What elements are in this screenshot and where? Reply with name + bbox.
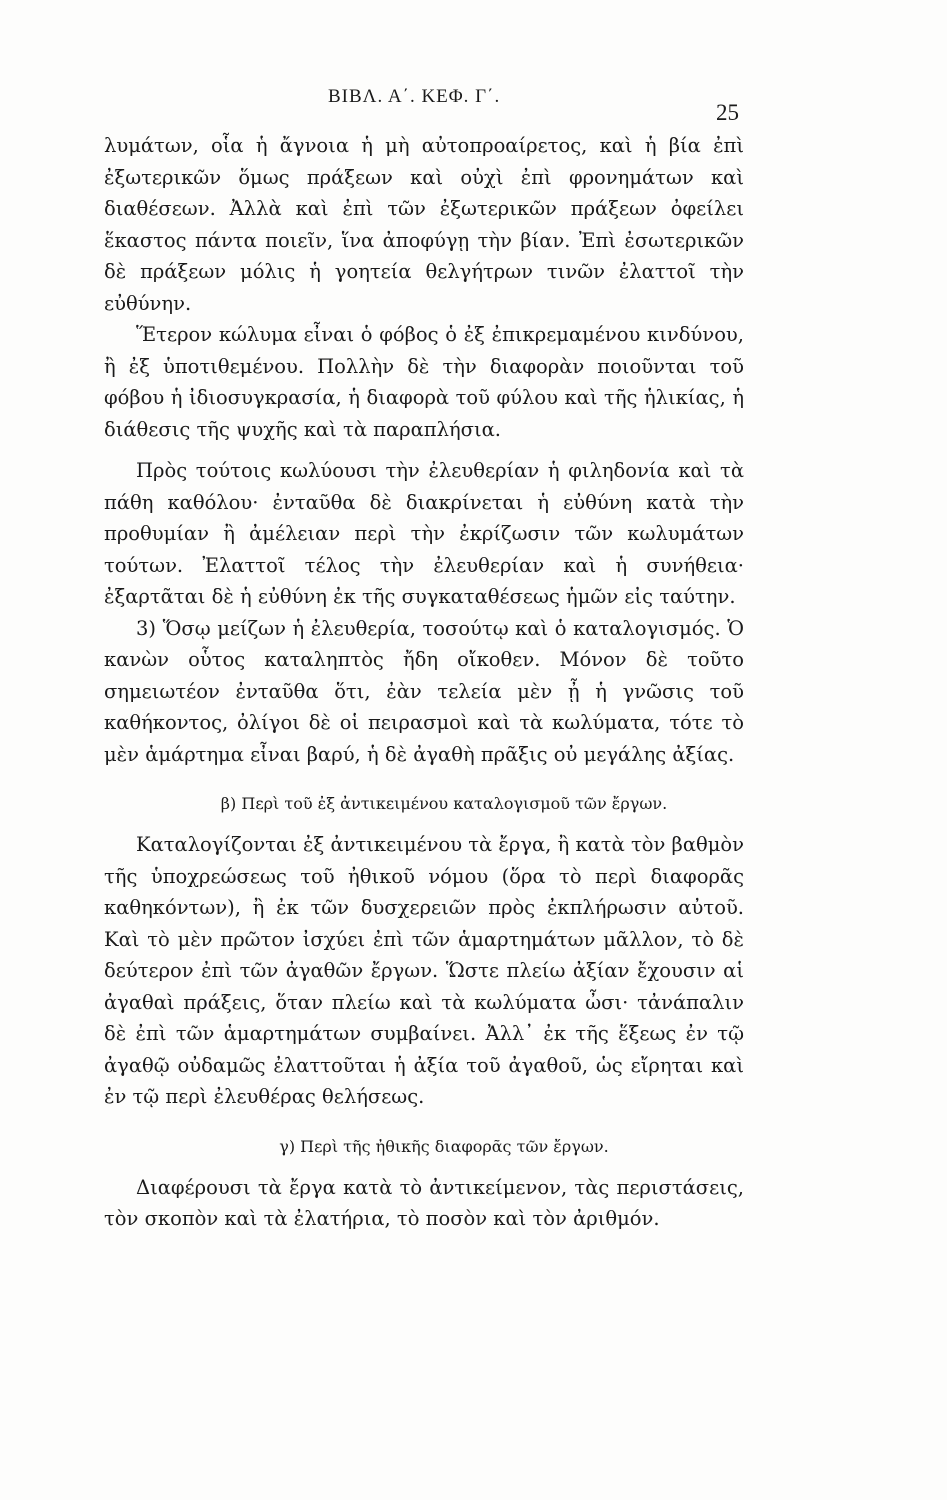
paragraph-4: 3) Ὅσῳ μείζων ἡ ἐλευθερία, τοσούτῳ καὶ ὁ καταλογισμός. Ὁ κανὼν οὗτος καταληπτὸς ἤδη οἴκοθεν. Μόνον δὲ τοῦτο σημειωτέον ἐνταῦθα ὅτι, ἐὰν τελεία μὲν ᾖ ἡ γνῶσις τοῦ καθήκοντος, ὀλίγοι δὲ οἱ πειρασμοὶ καὶ τὰ κωλύματα, τότε τὸ μὲν ἁμάρτημα εἶναι βαρύ, ἡ δὲ ἀγαθὴ πρᾶξις οὐ μεγάλης ἀξίας. xyxy=(104,616,744,766)
running-head: ΒΙΒΛ. Α΄. ΚΕΦ. Γ΄. xyxy=(328,86,501,107)
section-heading-beta: β) Περὶ τοῦ ἐξ ἀντικειμένου καταλογισμοῦ τῶν ἔργων. xyxy=(220,794,668,813)
paragraph-6: Διαφέρουσι τὰ ἔργα κατὰ τὸ ἀντικείμενον, τὰς περιστάσεις, τὸν σκοπὸν καὶ τὰ ἐλατήρια, τὸ ποσὸν καὶ τὸν ἀριθμόν. xyxy=(104,1175,744,1230)
paragraph-2: Ἕτερον κώλυμα εἶναι ὁ φόβος ὁ ἐξ ἐπικρεμαμένου κινδύνου, ἢ ἐξ ὑποτιθεμένου. Πολλὴν δὲ τὴν διαφορὰν ποιοῦνται τοῦ φόβου ἡ ἰδιοσυγκρασία, ἡ διαφορὰ τοῦ φύλου καὶ τῆς ἡλικίας, ἡ διάθεσις τῆς ψυχῆς καὶ τὰ παραπλήσια. xyxy=(104,323,744,441)
paragraph-1: λυμάτων, οἷα ἡ ἄγνοια ἡ μὴ αὐτοπροαίρετος, καὶ ἡ βία ἐπὶ ἐξωτερικῶν ὅμως πράξεων καὶ οὐχὶ ἐπὶ φρονημάτων καὶ διαθέσεων. Ἀλλὰ καὶ ἐπὶ τῶν ἐξωτερικῶν πράξεων ὀφείλει ἕκαστος πάντα ποιεῖν, ἵνα ἀποφύγῃ τὴν βίαν. Ἐπὶ ἐσωτερικῶν δὲ πράξεων μόλις ἡ γοητεία θελγήτρων τινῶν ἐλαττοῖ τὴν εὐθύνην. xyxy=(104,134,744,315)
page-number: 25 xyxy=(716,100,739,125)
section-heading-gamma: γ) Περὶ τῆς ἠθικῆς διαφορᾶς τῶν ἔργων. xyxy=(279,1136,609,1156)
main-text xyxy=(104,130,744,1235)
paragraph-3: Πρὸς τούτοις κωλύουσι τὴν ἐλευθερίαν ἡ φιληδονία καὶ τὰ πάθη καθόλου· ἐνταῦθα δὲ διακρίνεται ἡ εὐθύνη κατὰ τὴν προθυμίαν ἢ ἀμέλειαν περὶ τὴν ἐκρίζωσιν τῶν κωλυμάτων τούτων. Ἐλαττοῖ τέλος τὴν ἐλευθερίαν καὶ ἡ συνήθεια· ἐξαρτᾶται δὲ ἡ εὐθύνη ἐκ τῆς συγκαταθέσεως ἡμῶν εἰς ταύτην. xyxy=(104,459,744,608)
paragraph-5: Καταλογίζονται ἐξ ἀντικειμένου τὰ ἔργα, ἢ κατὰ τὸν βαθμὸν τῆς ὑποχρεώσεως τοῦ ἠθικοῦ νόμου (ὅρα τὸ περὶ διαφορᾶς καθηκόντων), ἢ ἐκ τῶν δυσχερειῶν πρὸς ἐκπλήρωσιν αὐτοῦ. Καὶ τὸ μὲν πρῶτον ἰσχύει ἐπὶ τῶν ἁμαρτημάτων μᾶλλον, τὸ δὲ δεύτερον ἐπὶ τῶν ἀγαθῶν ἔργων. Ὥστε πλείω ἀξίαν ἔχουσιν αἱ ἀγαθαὶ πράξεις, ὅταν πλείω καὶ τὰ κωλύματα ὦσι· τἀνάπαλιν δὲ ἐπὶ τῶν ἁμαρτημάτων συμβαίνει. Ἀλλ᾽ ἐκ τῆς ἕξεως ἐν τῷ ἀγαθῷ οὐδαμῶς ἐλαττοῦται ἡ ἀξία τοῦ ἀγαθοῦ, ὡς εἴρηται καὶ ἐν τῷ περὶ ἐλευθέρας θελήσεως. xyxy=(104,833,744,1108)
